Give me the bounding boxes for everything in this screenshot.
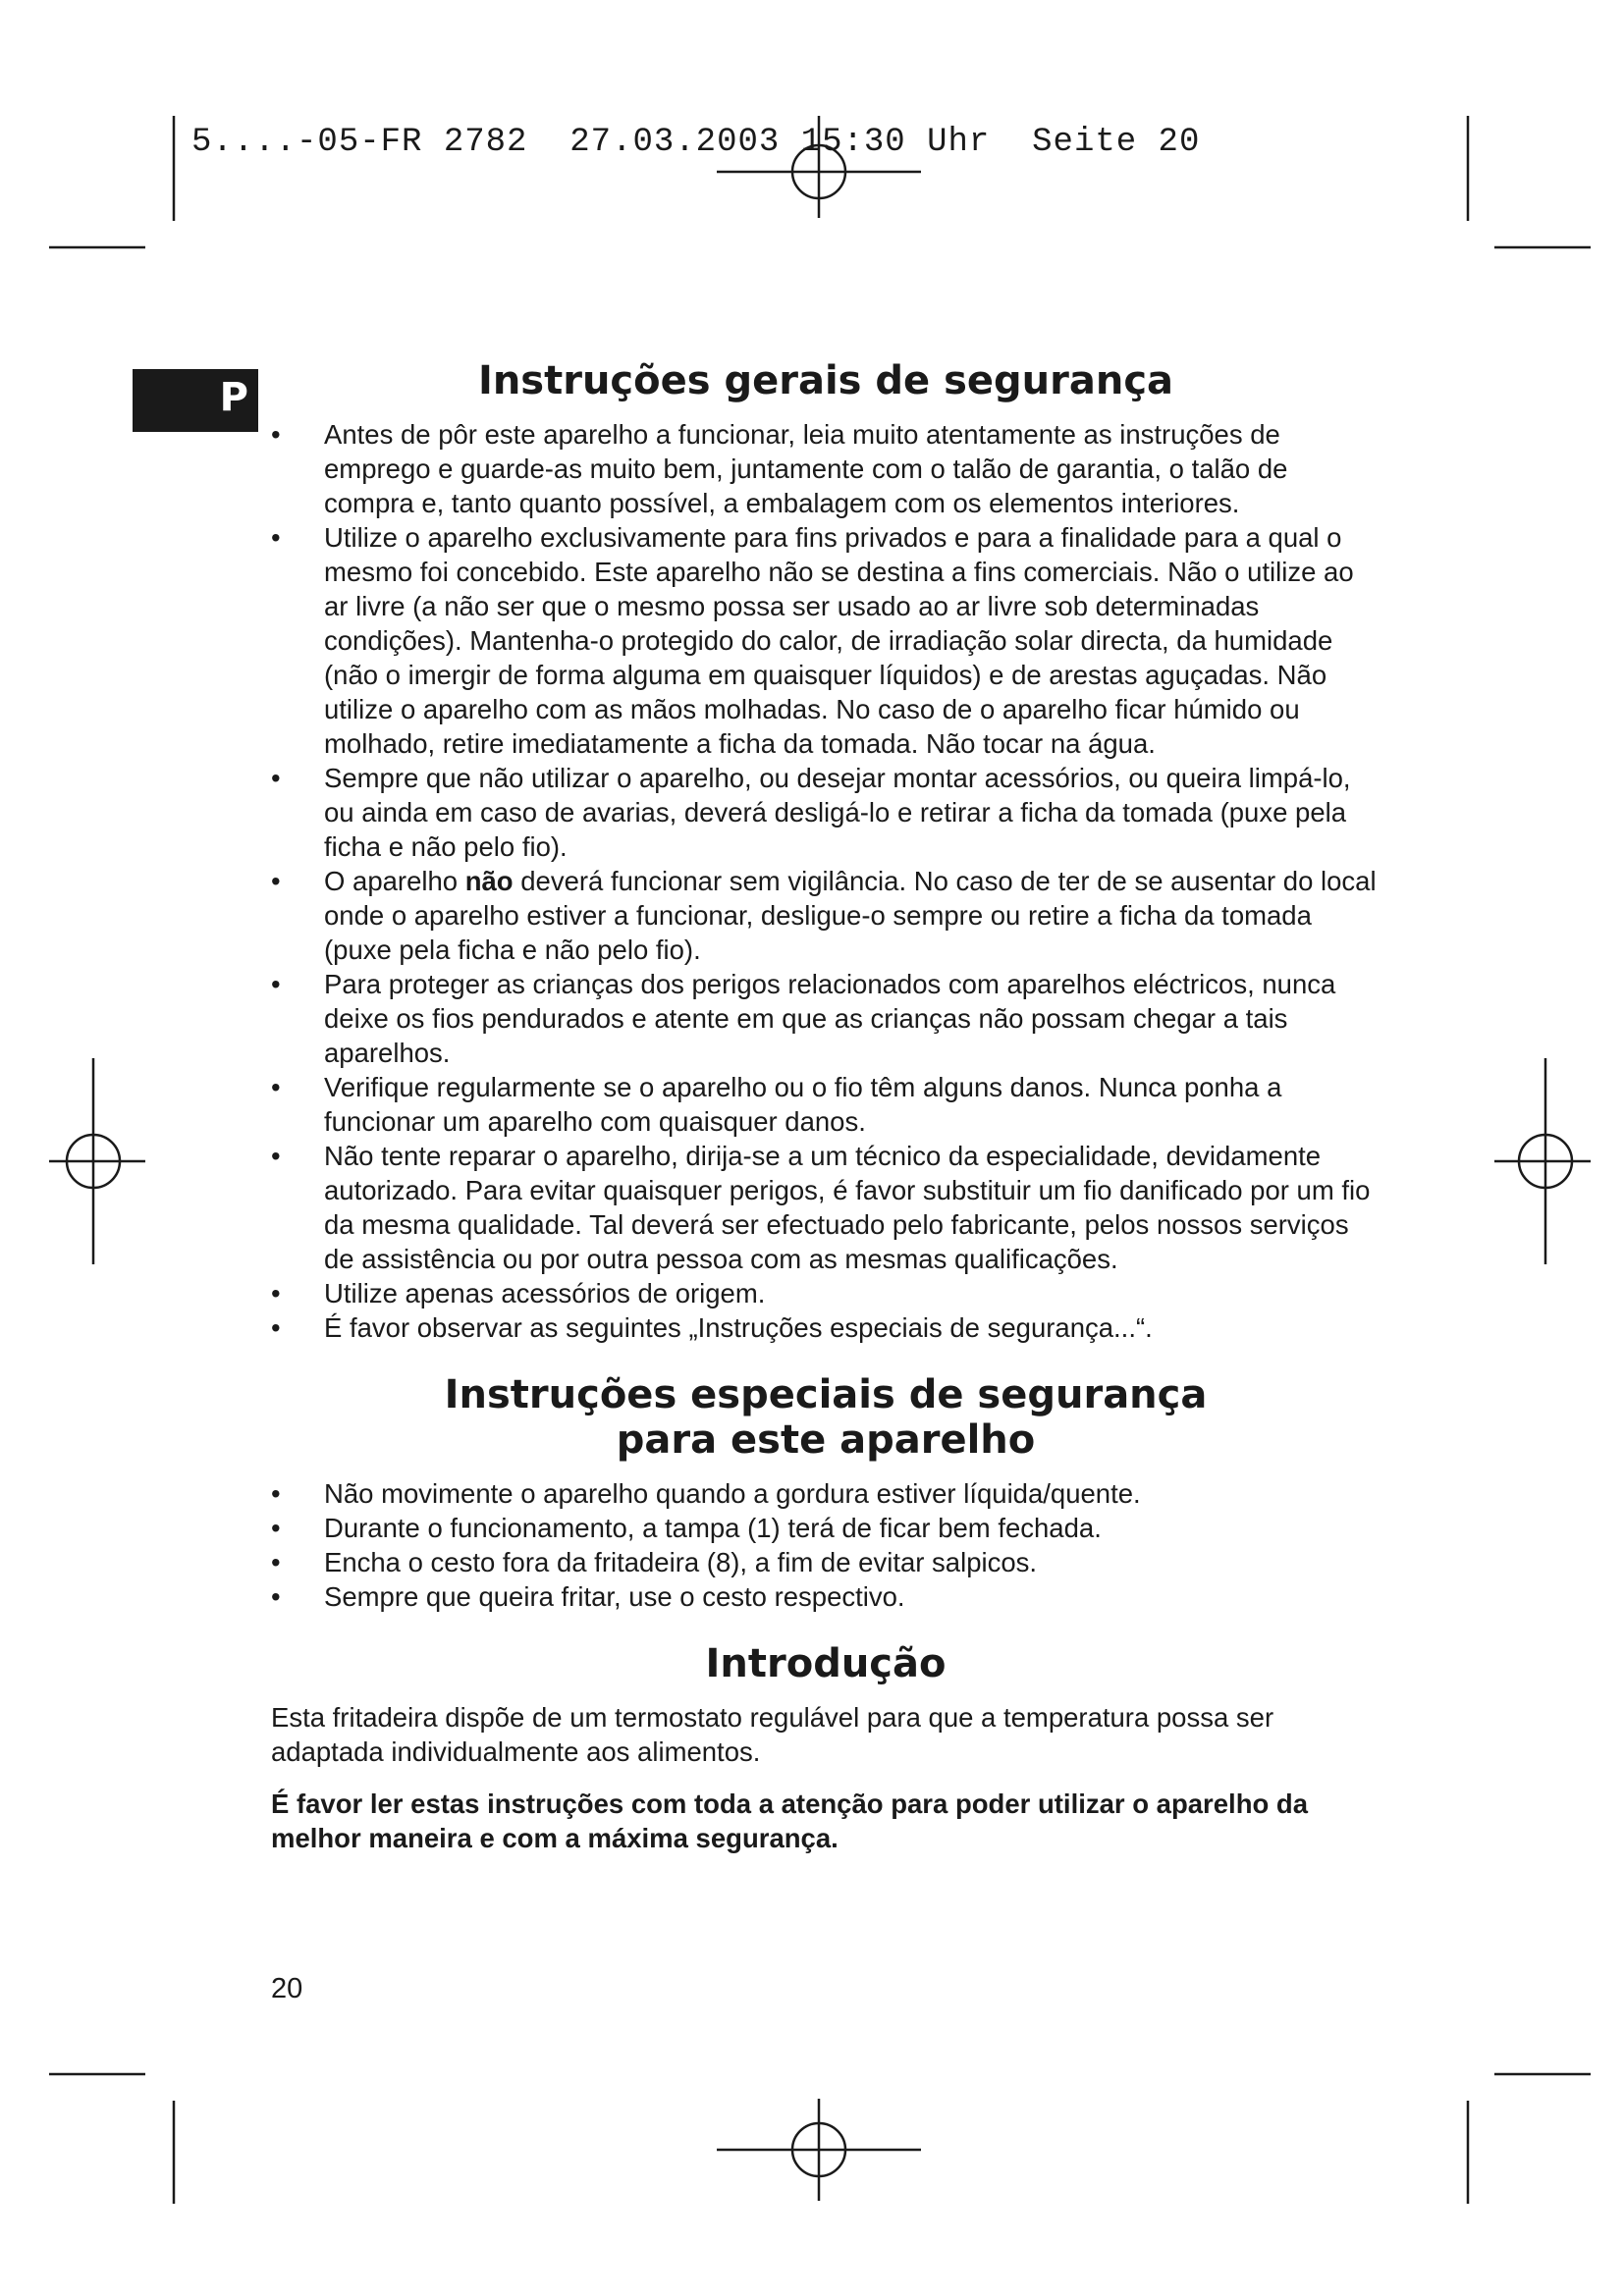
registration-mark-bottom	[717, 2099, 921, 2201]
special-safety-list	[271, 1476, 1380, 1614]
list-item	[271, 1545, 1380, 1579]
bullet: •	[271, 1478, 281, 1509]
bullet: •	[271, 522, 281, 553]
bullet: •	[271, 419, 281, 450]
page-content	[271, 358, 1380, 1855]
bullet: •	[271, 1513, 281, 1543]
introduction-paragraph: Esta fritadeira dispõe de um termostato regulável para que a temperatura possa ser adaptada individualmente aos alimentos.	[271, 1702, 1274, 1767]
bullet: •	[271, 866, 281, 896]
language-tab-label: P	[219, 375, 248, 420]
special-safety-heading-line-1: Instruções especiais de segurança	[444, 1372, 1208, 1417]
list-item-text: Antes de pôr este aparelho a funcionar, leia muito atentamente as instruções de emprego e guarde-as muito bem, juntamente com o talão de garantia, o talão de compra e, tanto quanto possível, a embalagem com os elementos interiores.	[324, 419, 1288, 518]
registration-mark-left	[49, 1058, 145, 1264]
bullet: •	[271, 1547, 281, 1577]
list-item	[271, 1070, 1380, 1139]
special-safety-heading-line-2: para este aparelho	[616, 1417, 1036, 1463]
bullet: •	[271, 1072, 281, 1102]
list-item-text: Para proteger as crianças dos perigos relacionados com aparelhos eléctricos, nunca deixe os fios pendurados e atente em que as crianças não possam chegar a tais aparelhos.	[324, 969, 1336, 1068]
bullet: •	[271, 1581, 281, 1612]
print-header: 5....-05-FR 2782 27.03.2003 15:30 Uhr Seite 20	[191, 124, 1201, 161]
list-item-text: Utilize o aparelho exclusivamente para fins privados e para a finalidade para a qual o mesmo foi concebido. Este aparelho não se destina a fins comerciais. Não o utilize ao ar livre (a não ser que o mesmo possa ser usado ao ar livre sob determinadas condições). Mantenha-o protegido do calor, de irradiação solar directa, da humidade (não o imergir de forma alguma em quaisquer líquidos) e de arestas aguçadas. Não utilize o aparelho com as mãos molhadas. No caso de o aparelho ficar húmido ou molhado, retire imediatamente a ficha da tomada. Não tocar na água.	[324, 522, 1354, 759]
bullet: •	[271, 969, 281, 999]
list-item	[271, 520, 1380, 761]
introduction-heading: Introdução	[705, 1641, 947, 1686]
introduction-note: É favor ler estas instruções com toda a atenção para poder utilizar o aparelho da melhor maneira e com a máxima segurança.	[271, 1789, 1309, 1853]
list-item	[271, 864, 1380, 967]
registration-mark-right	[1494, 1058, 1591, 1264]
list-item	[271, 1310, 1380, 1345]
general-safety-list	[271, 417, 1380, 1345]
special-safety-heading	[271, 1372, 1380, 1463]
page-number: 20	[271, 1973, 303, 2004]
general-safety-heading: Instruções gerais de segurança	[477, 358, 1174, 403]
list-item	[271, 1139, 1380, 1276]
list-item-text: Sempre que não utilizar o aparelho, ou desejar montar acessórios, ou queira limpá-lo, ou ainda em caso de avarias, deverá desligá-lo e retirar a ficha da tomada (puxe pela ficha e não pelo fio).	[324, 763, 1351, 862]
list-item-text: Não tente reparar o aparelho, dirija-se a um técnico da especialidade, devidamente autorizado. Para evitar quaisquer perigos, é favor substituir um fio danificado por um fio da mesma qualidade. Tal deverá ser efectuado pelo fabricante, pelos nossos serviços de assistência ou por outra pessoa com as mesmas qualificações.	[324, 1141, 1371, 1274]
bullet: •	[271, 763, 281, 793]
list-item-text	[324, 866, 1377, 965]
list-item	[271, 761, 1380, 864]
bullet: •	[271, 1141, 281, 1171]
list-item-text: Verifique regularmente se o aparelho ou o fio têm alguns danos. Nunca ponha a funcionar um aparelho com quaisquer danos.	[324, 1072, 1282, 1137]
list-item-text: É favor observar as seguintes „Instruções especiais de segurança...“.	[324, 1312, 1153, 1343]
bullet: •	[271, 1312, 281, 1343]
list-item	[271, 1579, 1380, 1614]
list-item	[271, 1511, 1380, 1545]
list-item	[271, 1476, 1380, 1511]
list-item-text: Encha o cesto fora da fritadeira (8), a fim de evitar salpicos.	[324, 1547, 1038, 1577]
bullet: •	[271, 1278, 281, 1308]
list-item	[271, 967, 1380, 1070]
list-item-text: Durante o funcionamento, a tampa (1) terá de ficar bem fechada.	[324, 1513, 1102, 1543]
list-item-text-part: O aparelho	[324, 866, 465, 896]
emphasis-text: não	[464, 866, 514, 896]
list-item-text: Sempre que queira fritar, use o cesto respectivo.	[324, 1581, 905, 1612]
list-item-text: Utilize apenas acessórios de origem.	[324, 1278, 766, 1308]
list-item-text-part: deverá funcionar sem vigilância. No caso de ter de se ausentar do local onde o aparelho estiver a funcionar, desligue-o sempre ou retire a ficha da tomada (puxe pela ficha e não pelo fio).	[324, 866, 1377, 965]
list-item	[271, 1276, 1380, 1310]
language-tab	[133, 369, 258, 432]
list-item	[271, 417, 1380, 520]
list-item-text: Não movimente o aparelho quando a gordura estiver líquida/quente.	[324, 1478, 1141, 1509]
